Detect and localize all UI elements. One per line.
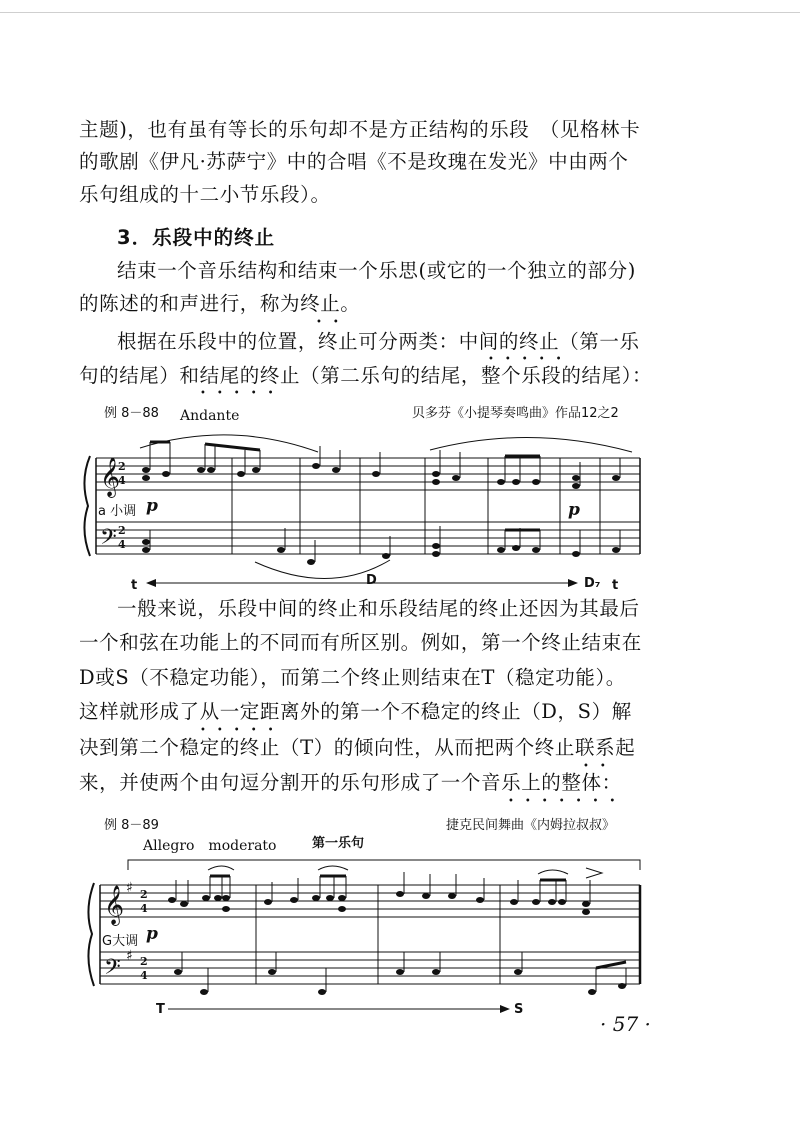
emphasis-dots: •••••	[488, 354, 573, 365]
dynamic-marking: p	[568, 500, 580, 520]
key-label: a 小调	[98, 504, 137, 519]
svg-text:2: 2	[118, 524, 126, 537]
body-line-8: 一般来说，乐段中间的终止和乐段结尾的终止还因为其最后	[117, 597, 640, 620]
example-source: 贝多芬《小提琴奏鸣曲》作品12之2	[412, 406, 619, 421]
bass-staff	[100, 952, 640, 984]
body-line-11: 这样就形成了从一定距离外的第一个不稳定的终止（D，S）解	[79, 700, 632, 723]
svg-text:2: 2	[140, 888, 148, 901]
body-line-2: 的歌剧《伊凡·苏萨宁》中的合唱《不是玫瑰在发光》中由两个	[79, 150, 629, 173]
body-line-12: 决到第二个稳定的终止（T）的倾向性，从而把两个终止联系起	[79, 736, 636, 759]
function-label-S: S	[514, 1002, 524, 1017]
page-number: · 57 ·	[600, 1012, 651, 1036]
treble-clef-icon: 𝄞	[100, 457, 121, 497]
body-line-3: 乐句组成的十二小节乐段）。	[79, 183, 331, 206]
example-label: 例 8－89	[104, 818, 159, 833]
svg-text:2: 2	[118, 460, 126, 473]
svg-text:4: 4	[118, 474, 126, 487]
emphasis-dots: ••	[316, 317, 350, 328]
sharp-icon: ♯	[126, 948, 133, 964]
treble-clef-icon: 𝄞	[104, 885, 125, 925]
body-line-1: 主题)，也有虽有等长的乐句却不是方正结构的乐段 （见格林卡	[79, 118, 641, 141]
body-line-7: 句的结尾）和结尾的终止（第二乐句的结尾，整个乐段的结尾）：	[79, 364, 653, 387]
function-label-t-end: t	[612, 578, 619, 593]
body-line-13: 来，并使两个由句逗分割开的乐句形成了一个音乐上的整体：	[79, 771, 622, 794]
dynamic-marking: p	[146, 496, 158, 516]
example-label: 例 8－88	[104, 406, 159, 421]
function-label-T: T	[156, 1002, 165, 1017]
bass-clef-icon: 𝄢	[100, 525, 117, 555]
bass-clef-icon: 𝄢	[104, 955, 121, 985]
emphasis-dots: •••••••	[508, 796, 627, 807]
svg-text:4: 4	[118, 538, 126, 551]
body-line-5: 的陈述的和声进行，称为终止。	[79, 292, 361, 315]
function-label-D7: D₇	[584, 576, 601, 591]
emphasis-dots: •••••	[200, 725, 285, 736]
tempo-marking: Allegro moderato	[143, 838, 277, 854]
tempo-marking: Andante	[180, 408, 240, 424]
section-heading: 3．乐段中的终止	[117, 226, 276, 249]
function-label-D: D	[366, 573, 377, 588]
dynamic-marking: p	[146, 924, 158, 944]
phrase-label: 第一乐句	[312, 836, 365, 851]
body-line-6: 根据在乐段中的位置，终止可分两类：中间的终止（第一乐	[117, 330, 640, 353]
svg-text:4: 4	[140, 969, 148, 982]
example-source: 捷克民间舞曲《内姆拉叔叔》	[446, 818, 616, 833]
body-line-9: 一个和弦在功能上的不同而有所区别。例如，第一个终止结束在	[79, 631, 642, 654]
body-line-4: 结束一个音乐结构和结束一个乐思(或它的一个独立的部分)	[117, 259, 636, 282]
emphasis-dots: •••••	[200, 388, 285, 399]
function-label-t: t	[131, 578, 138, 593]
emphasis-dots: ••	[583, 761, 617, 772]
svg-text:2: 2	[140, 955, 148, 968]
svg-text:4: 4	[140, 902, 148, 915]
sharp-icon: ♯	[126, 880, 133, 896]
key-label: G大调	[102, 934, 139, 949]
body-line-10: D或S（不稳定功能），而第二个终止则结束在T（稳定功能）。	[79, 666, 626, 689]
